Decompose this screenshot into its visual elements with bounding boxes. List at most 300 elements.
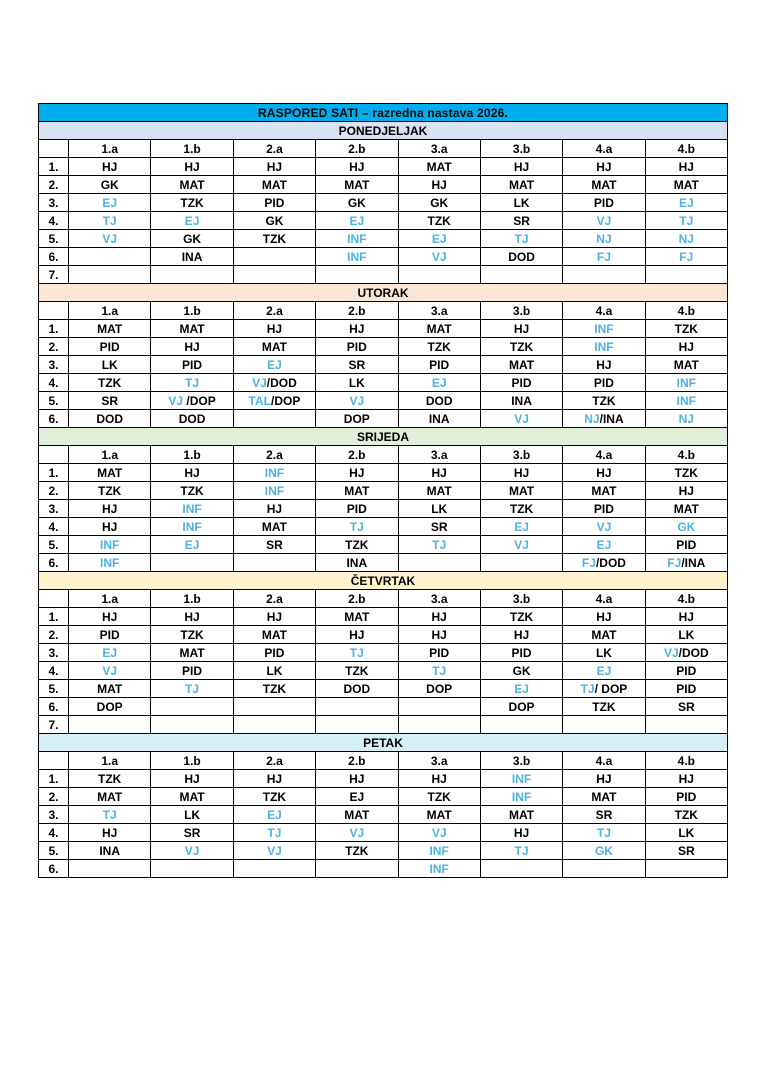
timetable-cell <box>563 212 645 230</box>
timetable-cell <box>69 410 151 428</box>
period-number: 5. <box>39 392 69 410</box>
subject-segment: PID <box>182 663 203 678</box>
subject-segment: HJ <box>184 159 200 174</box>
timetable-cell <box>398 842 480 860</box>
subject-segment: SR <box>513 213 530 228</box>
period-row <box>39 824 728 842</box>
subject-segment: HJ <box>184 339 200 354</box>
subject-segment: MAT <box>261 177 287 192</box>
subject-segment: MAT <box>97 321 123 336</box>
subject-segment: MAT <box>261 339 287 354</box>
period-row <box>39 554 728 572</box>
class-header: 4.b <box>645 752 727 770</box>
class-header: 3.a <box>398 446 480 464</box>
timetable-cell <box>480 518 562 536</box>
timetable-cell <box>316 680 398 698</box>
timetable-cell <box>398 410 480 428</box>
timetable-cell <box>69 770 151 788</box>
timetable-cell <box>398 536 480 554</box>
day-band-row <box>39 734 728 752</box>
timetable-cell <box>645 554 727 572</box>
subject-segment: /INA <box>599 411 624 426</box>
timetable-cell <box>69 230 151 248</box>
subject-segment: DOP <box>343 411 370 426</box>
subject-segment-blue: TJ <box>580 681 595 696</box>
subject-segment: TZK <box>345 663 369 678</box>
timetable-cell <box>645 482 727 500</box>
class-header: 4.b <box>645 590 727 608</box>
timetable-cell <box>480 500 562 518</box>
timetable-cell <box>233 860 315 878</box>
timetable-cell <box>645 410 727 428</box>
subject-segment: GK <box>512 663 531 678</box>
subject-segment: HJ <box>349 627 365 642</box>
subject-segment-blue: INF <box>100 555 120 570</box>
timetable-cell <box>233 392 315 410</box>
subject-segment: PID <box>346 339 367 354</box>
timetable-cell <box>151 698 233 716</box>
timetable-cell <box>398 680 480 698</box>
timetable-cell <box>151 320 233 338</box>
timetable-cell <box>563 266 645 284</box>
subject-segment: HJ <box>678 483 694 498</box>
subject-segment: MAT <box>673 357 699 372</box>
timetable-cell <box>69 554 151 572</box>
day-band-row <box>39 122 728 140</box>
timetable-cell <box>316 662 398 680</box>
timetable-cell <box>69 662 151 680</box>
subject-segment: LK <box>678 825 695 840</box>
timetable-cell <box>398 392 480 410</box>
subject-segment: PID <box>676 663 697 678</box>
subject-segment: HJ <box>431 465 447 480</box>
subject-segment: /INA <box>681 555 706 570</box>
period-number: 2. <box>39 338 69 356</box>
subject-segment: TZK <box>262 681 287 696</box>
subject-segment: HJ <box>266 501 283 516</box>
subject-segment-blue: NJ <box>584 411 600 426</box>
timetable-cell <box>480 320 562 338</box>
timetable-cell <box>151 788 233 806</box>
timetable-cell <box>316 320 398 338</box>
period-row <box>39 248 728 266</box>
subject-segment-blue: INF <box>347 249 367 264</box>
day-name-1: PONEDJELJAK <box>39 122 728 140</box>
subject-segment-blue: INF <box>511 771 532 786</box>
subject-segment: TZK <box>98 483 122 498</box>
period-row <box>39 320 728 338</box>
subject-segment: SR <box>677 699 695 714</box>
class-header: 2.b <box>316 590 398 608</box>
subject-segment: HJ <box>431 609 447 624</box>
subject-segment-blue: TJ <box>432 537 447 552</box>
timetable-cell <box>398 770 480 788</box>
class-header: 1.b <box>151 140 233 158</box>
period-number: 6. <box>39 860 69 878</box>
class-header: 4.a <box>563 140 645 158</box>
subject-segment-blue: EJ <box>596 537 612 552</box>
period-row <box>39 806 728 824</box>
timetable-cell <box>398 644 480 662</box>
period-row <box>39 860 728 878</box>
timetable-cell <box>480 482 562 500</box>
timetable-cell <box>563 554 645 572</box>
subject-segment: PID <box>676 537 697 552</box>
subject-segment: HJ <box>266 321 283 336</box>
timetable-cell <box>151 680 233 698</box>
class-header: 2.a <box>233 752 315 770</box>
subject-segment: HJ <box>596 159 612 174</box>
subject-segment: MAT <box>179 177 205 192</box>
subject-segment: DOP <box>426 681 453 696</box>
timetable-cell <box>398 248 480 266</box>
timetable-cell <box>233 644 315 662</box>
timetable-cell <box>316 374 398 392</box>
subject-segment-blue: INF <box>347 231 367 246</box>
timetable-cell <box>316 482 398 500</box>
subject-segment-blue: VJ <box>431 825 447 840</box>
subject-segment: SR <box>430 519 448 534</box>
timetable-cell <box>480 392 562 410</box>
timetable-cell <box>69 716 151 734</box>
period-number: 1. <box>39 158 69 176</box>
timetable-cell <box>398 662 480 680</box>
class-header: 1.a <box>69 752 151 770</box>
subject-segment: HJ <box>349 159 365 174</box>
timetable-cell <box>151 410 233 428</box>
subject-segment: DOD <box>508 249 535 264</box>
subject-segment: MAT <box>426 483 452 498</box>
corner-cell <box>39 140 69 158</box>
day-name-4: ČETVRTAK <box>39 572 728 590</box>
subject-segment-blue: GK <box>594 843 613 858</box>
subject-segment: / DOP <box>594 681 628 696</box>
timetable-cell <box>645 680 727 698</box>
timetable-cell <box>645 392 727 410</box>
period-number: 5. <box>39 536 69 554</box>
timetable-cell <box>151 536 233 554</box>
subject-segment: MAT <box>97 789 123 804</box>
period-number: 4. <box>39 374 69 392</box>
subject-segment-blue: VJ <box>102 231 118 246</box>
timetable-cell <box>233 608 315 626</box>
subject-segment: MAT <box>179 645 205 660</box>
subject-segment: PID <box>264 645 285 660</box>
timetable-cell <box>151 644 233 662</box>
timetable-cell <box>151 554 233 572</box>
timetable-cell <box>645 266 727 284</box>
subject-segment-blue: TAL <box>248 393 271 408</box>
subject-segment-blue: VJ <box>663 645 679 660</box>
timetable-cell <box>563 860 645 878</box>
timetable-cell <box>316 626 398 644</box>
subject-segment-blue: INF <box>429 861 449 876</box>
timetable-cell <box>151 806 233 824</box>
subject-segment: LK <box>513 195 530 210</box>
subject-segment: /DOP <box>183 393 216 408</box>
subject-segment: SR <box>183 825 201 840</box>
subject-segment-blue: FJ <box>667 555 682 570</box>
timetable-cell <box>563 698 645 716</box>
subject-segment-blue: VJ <box>168 393 184 408</box>
subject-segment: TZK <box>262 231 287 246</box>
period-number: 2. <box>39 176 69 194</box>
subject-segment-blue: FJ <box>596 249 611 264</box>
timetable-cell <box>151 194 233 212</box>
period-number: 3. <box>39 644 69 662</box>
timetable-cell <box>151 842 233 860</box>
timetable-cell <box>645 626 727 644</box>
subject-segment: TZK <box>592 699 616 714</box>
subject-segment: PID <box>676 681 697 696</box>
timetable-cell <box>69 824 151 842</box>
timetable-cell <box>398 338 480 356</box>
subject-segment: PID <box>511 645 532 660</box>
timetable-cell <box>233 698 315 716</box>
subject-segment: GK <box>183 231 202 246</box>
timetable-cell <box>69 482 151 500</box>
timetable-cell <box>316 518 398 536</box>
timetable-cell <box>480 608 562 626</box>
subject-segment-blue: INF <box>676 393 696 408</box>
subject-segment: HJ <box>678 339 694 354</box>
class-header-row <box>39 590 728 608</box>
subject-segment: HJ <box>184 465 200 480</box>
timetable-cell <box>645 770 727 788</box>
timetable-cell <box>69 518 151 536</box>
timetable-cell <box>398 500 480 518</box>
timetable-cell <box>563 644 645 662</box>
subject-segment: MAT <box>591 627 617 642</box>
class-header: 2.a <box>233 302 315 320</box>
subject-segment-blue: NJ <box>678 411 694 426</box>
subject-segment-blue: INF <box>182 501 202 516</box>
timetable-cell <box>316 266 398 284</box>
timetable-cell <box>316 644 398 662</box>
timetable-cell <box>645 230 727 248</box>
subject-segment-blue: EJ <box>678 195 694 210</box>
timetable-cell <box>645 248 727 266</box>
subject-segment: HJ <box>596 609 612 624</box>
subject-segment-blue: TJ <box>596 825 611 840</box>
class-header: 2.a <box>233 140 315 158</box>
timetable-cell <box>151 662 233 680</box>
timetable-cell <box>151 338 233 356</box>
timetable-cell <box>398 356 480 374</box>
timetable-cell <box>645 806 727 824</box>
timetable-cell <box>398 158 480 176</box>
period-number: 2. <box>39 626 69 644</box>
subject-segment: TZK <box>345 537 369 552</box>
subject-segment: EJ <box>349 789 365 804</box>
period-row <box>39 680 728 698</box>
subject-segment: DOP <box>96 699 123 714</box>
period-number: 7. <box>39 716 69 734</box>
period-row <box>39 716 728 734</box>
subject-segment: INA <box>511 393 532 408</box>
timetable-cell <box>233 338 315 356</box>
timetable-cell <box>645 500 727 518</box>
timetable-cell <box>398 716 480 734</box>
timetable-cell <box>233 320 315 338</box>
class-header: 1.a <box>69 302 151 320</box>
timetable-cell <box>69 500 151 518</box>
subject-segment: MAT <box>591 483 617 498</box>
subject-segment-blue: FJ <box>581 555 596 570</box>
subject-segment-blue: EJ <box>267 807 282 822</box>
timetable-cell <box>563 356 645 374</box>
day-band-row <box>39 284 728 302</box>
subject-segment: PID <box>676 789 697 804</box>
subject-segment: HJ <box>431 771 447 786</box>
timetable-cell <box>563 536 645 554</box>
subject-segment-blue: INF <box>264 465 285 480</box>
period-row <box>39 374 728 392</box>
class-header: 1.a <box>69 140 151 158</box>
timetable-cell <box>233 824 315 842</box>
subject-segment-blue: EJ <box>431 375 447 390</box>
timetable-cell <box>480 554 562 572</box>
timetable-cell <box>151 770 233 788</box>
period-row <box>39 176 728 194</box>
day-band-row <box>39 428 728 446</box>
timetable-cell <box>69 626 151 644</box>
class-header: 3.b <box>480 302 562 320</box>
corner-cell <box>39 752 69 770</box>
timetable-cell <box>151 266 233 284</box>
timetable-cell <box>233 518 315 536</box>
timetable-cell <box>151 608 233 626</box>
timetable-cell <box>69 248 151 266</box>
timetable-cell <box>69 212 151 230</box>
period-row <box>39 626 728 644</box>
timetable-cell <box>563 374 645 392</box>
timetable-cell <box>480 338 562 356</box>
timetable-cell <box>151 356 233 374</box>
subject-segment: LK <box>101 357 118 372</box>
subject-segment: INA <box>99 843 121 858</box>
timetable-cell <box>151 500 233 518</box>
timetable-cell <box>563 788 645 806</box>
period-number: 4. <box>39 518 69 536</box>
subject-segment: PID <box>511 375 532 390</box>
period-number: 4. <box>39 212 69 230</box>
class-header: 3.b <box>480 752 562 770</box>
timetable-cell <box>480 644 562 662</box>
class-header: 2.a <box>233 590 315 608</box>
timetable-cell <box>69 680 151 698</box>
class-header: 2.b <box>316 446 398 464</box>
subject-segment: DOD <box>96 411 124 426</box>
class-header: 3.b <box>480 140 562 158</box>
subject-segment: PID <box>99 627 120 642</box>
timetable-cell <box>233 374 315 392</box>
timetable-cell <box>151 482 233 500</box>
period-row <box>39 392 728 410</box>
timetable-cell <box>480 374 562 392</box>
subject-segment-blue: TJ <box>185 681 200 696</box>
timetable-cell <box>233 212 315 230</box>
subject-segment-blue: EJ <box>267 357 282 372</box>
timetable-cell <box>316 554 398 572</box>
subject-segment: TZK <box>262 789 287 804</box>
subject-segment: HJ <box>349 321 365 336</box>
period-number: 3. <box>39 356 69 374</box>
timetable-cell <box>398 212 480 230</box>
timetable-cell <box>398 860 480 878</box>
subject-segment: MAT <box>509 357 535 372</box>
timetable-cell <box>69 176 151 194</box>
timetable-cell <box>563 158 645 176</box>
timetable-cell <box>316 806 398 824</box>
class-header: 4.a <box>563 302 645 320</box>
period-row <box>39 212 728 230</box>
period-number: 6. <box>39 554 69 572</box>
timetable-cell <box>563 608 645 626</box>
timetable-body <box>39 104 728 878</box>
timetable-cell <box>563 716 645 734</box>
subject-segment: GK <box>100 177 119 192</box>
timetable-cell <box>645 608 727 626</box>
timetable-cell <box>69 860 151 878</box>
timetable-cell <box>316 824 398 842</box>
timetable-cell <box>480 662 562 680</box>
subject-segment: HJ <box>513 825 530 840</box>
page-title: RASPORED SATI – razredna nastava 2026. <box>39 104 728 122</box>
timetable-cell <box>480 230 562 248</box>
subject-segment: HJ <box>513 627 530 642</box>
subject-segment-blue: VJ <box>184 843 200 858</box>
subject-segment-blue: INF <box>182 519 202 534</box>
timetable-cell <box>645 194 727 212</box>
timetable-cell <box>480 716 562 734</box>
timetable-cell <box>563 338 645 356</box>
subject-segment: LK <box>184 807 201 822</box>
timetable-cell <box>69 788 151 806</box>
timetable-cell <box>398 374 480 392</box>
period-number: 6. <box>39 410 69 428</box>
timetable-cell <box>69 806 151 824</box>
timetable-cell <box>480 626 562 644</box>
subject-segment: TZK <box>509 501 534 516</box>
timetable-cell <box>151 860 233 878</box>
timetable-cell <box>316 212 398 230</box>
timetable-cell <box>151 464 233 482</box>
timetable-cell <box>480 770 562 788</box>
subject-segment: PID <box>593 501 614 516</box>
subject-segment: MAT <box>344 483 370 498</box>
timetable-cell <box>151 212 233 230</box>
subject-segment: LK <box>431 501 448 516</box>
subject-segment: TZK <box>345 843 369 858</box>
subject-segment: TZK <box>98 375 122 390</box>
timetable-cell <box>316 536 398 554</box>
subject-segment: MAT <box>426 159 452 174</box>
timetable-cell <box>151 626 233 644</box>
title-row <box>39 104 728 122</box>
subject-segment: /DOD <box>678 645 709 660</box>
subject-segment: DOD <box>425 393 453 408</box>
class-header: 1.b <box>151 302 233 320</box>
timetable-cell <box>316 248 398 266</box>
period-row <box>39 842 728 860</box>
subject-segment-blue: TJ <box>349 519 364 534</box>
subject-segment-blue: VJ <box>431 249 447 264</box>
subject-segment: LK <box>678 627 695 642</box>
timetable-cell <box>69 464 151 482</box>
subject-segment: MAT <box>426 321 452 336</box>
timetable-cell <box>480 860 562 878</box>
